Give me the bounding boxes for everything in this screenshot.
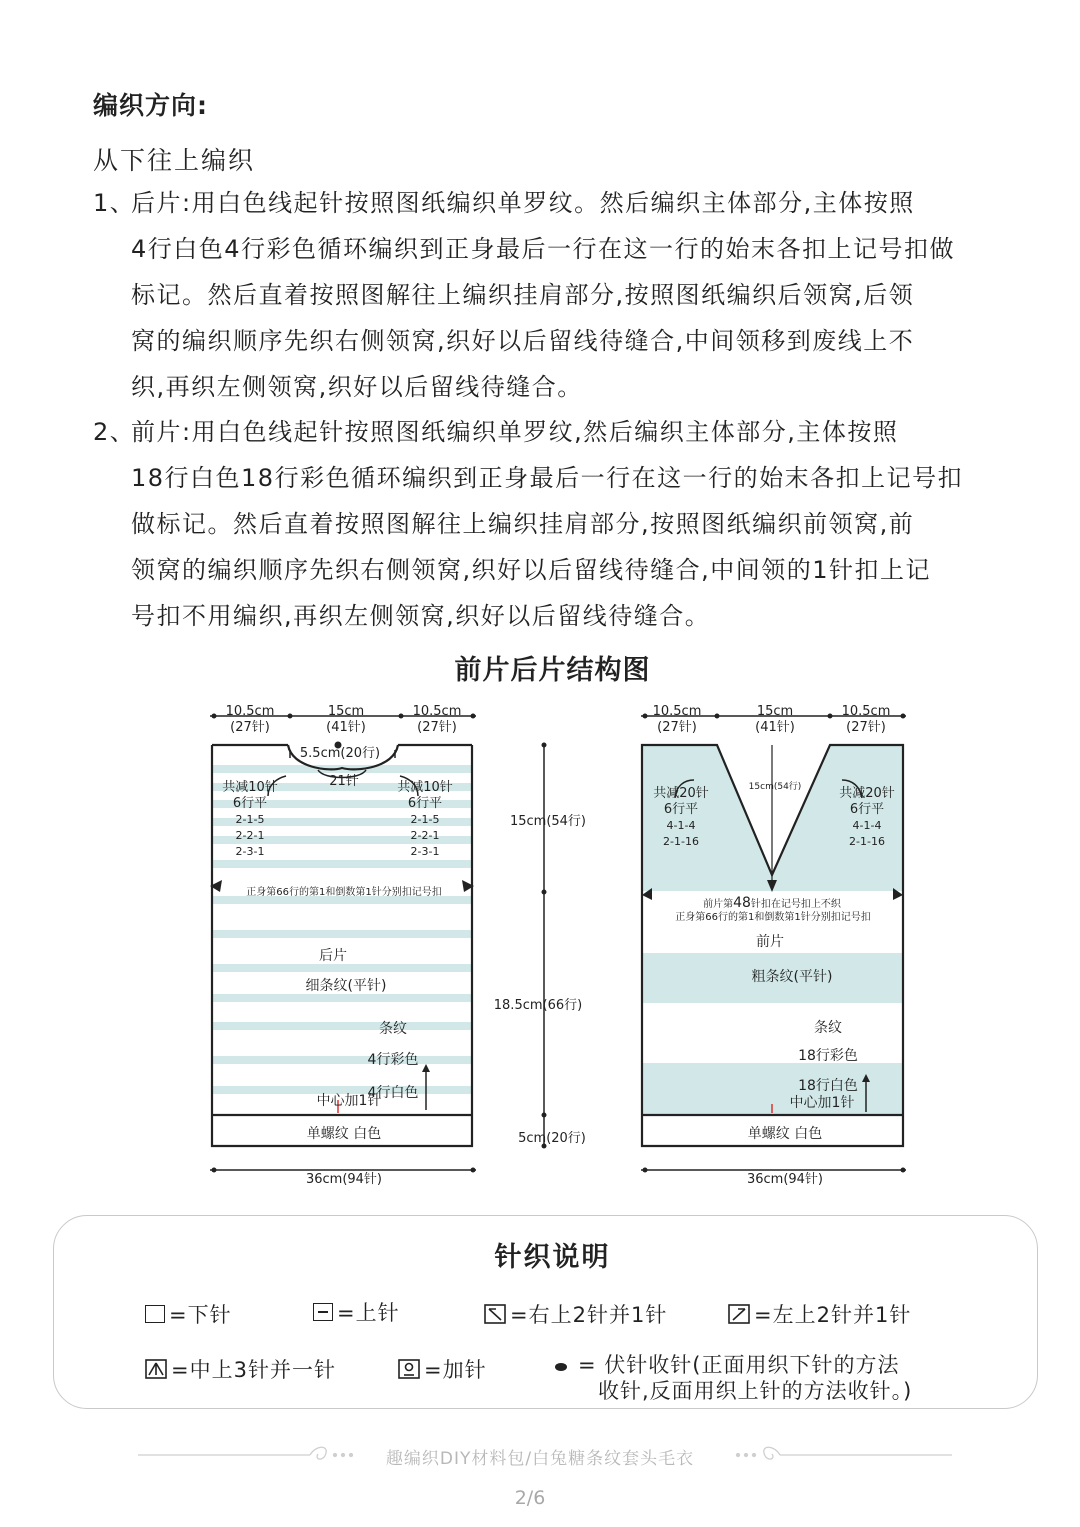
front-stripe-label: 条纹 xyxy=(814,1020,842,1036)
increase-icon xyxy=(398,1359,420,1379)
back-left-dec-step: 2-1-5 xyxy=(235,813,265,826)
front-pattern: 粗条纹(平针) xyxy=(751,969,833,985)
legend-item xyxy=(728,1299,911,1329)
dim-dot xyxy=(288,714,293,719)
front-bottom-dim: 36cm(94针) xyxy=(746,1172,824,1187)
bindoff-line: = 伏针收针(正面用织下针的方法 xyxy=(578,1353,900,1377)
front-marker-note-2: 正身第66行的第1和倒数第1针分别扣记号扣 xyxy=(675,912,871,923)
back-right-dec-flat: 6行平 xyxy=(407,796,443,811)
legend-text: =加针 xyxy=(424,1358,487,1382)
diagram-title: 前片后片结构图 xyxy=(454,655,651,686)
front-right-dec-step: 2-1-16 xyxy=(849,835,885,848)
dim-dot xyxy=(212,1168,217,1173)
bindoff-description xyxy=(578,1352,912,1404)
front-marker-note-1 xyxy=(703,895,842,911)
page-number: 2/6 xyxy=(514,1487,546,1509)
dim-dot xyxy=(643,714,648,719)
inc-arrowhead xyxy=(422,1064,430,1072)
stripe xyxy=(212,860,472,868)
dim-dot xyxy=(542,743,547,748)
height-upper: 15cm(54行) xyxy=(509,814,587,829)
dim-dot xyxy=(471,714,476,719)
step-line: 后片:用白色线起针按照图纸编织单罗纹。然后编织主体部分,主体按照 xyxy=(131,189,915,217)
front-right-dec-flat: 6行平 xyxy=(849,802,885,817)
front-dim-left-st: (27针) xyxy=(657,720,697,735)
section-heading: 编织方向: xyxy=(93,91,208,120)
legend-text: =下针 xyxy=(169,1303,232,1327)
height-lower: 5cm(20行) xyxy=(518,1131,586,1146)
back-stripe-label: 条纹 xyxy=(379,1021,407,1037)
left-decrease-icon xyxy=(728,1304,750,1324)
back-piece-name: 后片 xyxy=(319,948,347,964)
back-right-dec-step: 2-3-1 xyxy=(410,845,440,858)
step-line: 领窝的编织顺序先织右侧领窝,织好以后留线待缝合,中间领的1针扣上记 xyxy=(131,556,932,584)
v-depth-label: 15cm(54行) xyxy=(748,782,802,792)
front-dim-mid-cm: 15cm xyxy=(756,704,794,719)
dim-dot xyxy=(542,890,547,895)
legend-item xyxy=(398,1354,487,1384)
back-marker-note: 正身第66行的第1和倒数第1针分别扣记号扣 xyxy=(246,887,442,898)
back-dim-right-cm: 10.5cm xyxy=(412,704,462,719)
front-dim-right-st: (27针) xyxy=(846,720,886,735)
dim-dot xyxy=(399,714,404,719)
front-dim-left-cm: 10.5cm xyxy=(652,704,702,719)
back-center-inc: 中心加1针 xyxy=(316,1093,382,1109)
step-2 xyxy=(93,409,1033,639)
back-left-dec-total: 共减10针 xyxy=(222,780,278,795)
legend-text: =上针 xyxy=(337,1301,400,1325)
center-decrease-icon xyxy=(145,1359,167,1379)
stripe xyxy=(212,930,472,938)
dim-dot xyxy=(901,714,906,719)
front-dim-right-cm: 10.5cm xyxy=(841,704,891,719)
back-right-dec-step: 2-2-1 xyxy=(410,829,440,842)
stripe xyxy=(212,964,472,972)
purl-stitch-icon xyxy=(313,1303,333,1321)
bindoff-dot-icon xyxy=(555,1363,567,1371)
front-left-dec-flat: 6行平 xyxy=(663,802,699,817)
dim-dot xyxy=(901,1168,906,1173)
back-dim-mid-cm: 15cm xyxy=(327,704,365,719)
back-rib: 单螺纹 白色 xyxy=(306,1126,382,1142)
step-line: 做标记。然后直着按照图解往上编织挂肩部分,按照图纸编织前领窝,前 xyxy=(131,510,915,538)
front-left-dec-step: 4-1-4 xyxy=(666,819,696,832)
legend-title: 针织说明 xyxy=(494,1242,611,1273)
dim-dot xyxy=(212,714,217,719)
structure-diagram xyxy=(0,690,1080,1200)
intro-text: 从下往上编织 xyxy=(93,146,256,175)
knit-stitch-icon xyxy=(145,1305,165,1323)
back-left-dec-step: 2-3-1 xyxy=(235,845,265,858)
back-stripe-color: 4行彩色 xyxy=(367,1052,419,1068)
bindoff-line: 收针,反面用织上针的方法收针。) xyxy=(598,1379,913,1403)
front-stripe-color: 18行彩色 xyxy=(798,1048,858,1064)
step-line: 织,再织左侧领窝,织好以后留线待缝合。 xyxy=(131,373,583,401)
neck-width-label: 5.5cm(20行) xyxy=(299,746,381,761)
back-bottom-dim: 36cm(94针) xyxy=(305,1172,383,1187)
back-dim-left-st: (27针) xyxy=(230,720,270,735)
legend-text: =右上2针并1针 xyxy=(510,1303,668,1327)
back-right-dec-step: 2-1-5 xyxy=(410,813,440,826)
front-right-dec-total: 共减20针 xyxy=(839,786,895,801)
dim-dot xyxy=(828,714,833,719)
back-dim-right-st: (27针) xyxy=(417,720,457,735)
step-line: 标记。然后直着按照图解往上编织挂肩部分,按照图纸编织后领窝,后领 xyxy=(131,281,915,309)
legend-item xyxy=(313,1297,400,1327)
back-left-dec-step: 2-2-1 xyxy=(235,829,265,842)
back-dim-left-cm: 10.5cm xyxy=(225,704,275,719)
legend-item xyxy=(145,1299,232,1329)
step-number: 2、 xyxy=(93,418,136,446)
front-marker-note-1c: 针扣在记号扣上不织 xyxy=(750,899,841,910)
legend-item xyxy=(484,1299,667,1329)
front-marker-note-1b: 48 xyxy=(733,895,751,911)
step-line: 18行白色18行彩色循环编织到正身最后一行在这一行的始末各扣上记号扣 xyxy=(131,464,964,492)
front-rib: 单螺纹 白色 xyxy=(747,1126,823,1142)
back-right-dec-total: 共减10针 xyxy=(397,780,453,795)
step-line: 号扣不用编织,再织左侧领窝,织好以后留线待缝合。 xyxy=(131,602,711,630)
stripe xyxy=(212,1056,472,1064)
step-line: 4行白色4行彩色循环编织到正身最后一行在这一行的始末各扣上记号扣做 xyxy=(131,235,956,263)
back-left-dec-flat: 6行平 xyxy=(232,796,268,811)
stripe xyxy=(212,1022,472,1030)
front-stripe-white: 18行白色 xyxy=(798,1078,858,1094)
height-middle: 18.5cm(66行) xyxy=(493,998,583,1013)
front-left-dec-step: 2-1-16 xyxy=(663,835,699,848)
front-right-dec-step: 4-1-4 xyxy=(852,819,882,832)
front-dim-mid-st: (41针) xyxy=(755,720,795,735)
dim-dot xyxy=(471,1168,476,1173)
front-piece-name: 前片 xyxy=(756,934,784,950)
step-line: 前片:用白色线起针按照图纸编织单罗纹,然后编织主体部分,主体按照 xyxy=(131,418,899,446)
step-line: 窝的编织顺序先织右侧领窝,织好以后留线待缝合,中间领移到废线上不 xyxy=(131,327,915,355)
legend-item xyxy=(145,1354,336,1384)
stripe xyxy=(212,994,472,1002)
legend-text: =中上3针并一针 xyxy=(171,1358,336,1382)
front-left-dec-total: 共减20针 xyxy=(653,786,709,801)
back-pattern: 细条纹(平针) xyxy=(305,978,387,994)
neck-center-label: 21针 xyxy=(329,774,359,789)
back-stripe-white: 4行白色 xyxy=(367,1085,419,1101)
dim-dot xyxy=(715,714,720,719)
dim-dot xyxy=(643,1168,648,1173)
back-dim-mid-st: (41针) xyxy=(326,720,366,735)
front-center-inc: 中心加1针 xyxy=(789,1095,855,1111)
legend-text: =左上2针并1针 xyxy=(754,1303,912,1327)
right-decrease-icon xyxy=(484,1304,506,1324)
step-number: 1、 xyxy=(93,189,136,217)
step-1 xyxy=(93,180,1033,410)
dim-dot xyxy=(542,1113,547,1118)
footer-text: 趣编织DIY材料包/白兔糖条纹套头毛衣 xyxy=(385,1449,695,1469)
front-marker-note-1a: 前片第 xyxy=(703,899,734,910)
